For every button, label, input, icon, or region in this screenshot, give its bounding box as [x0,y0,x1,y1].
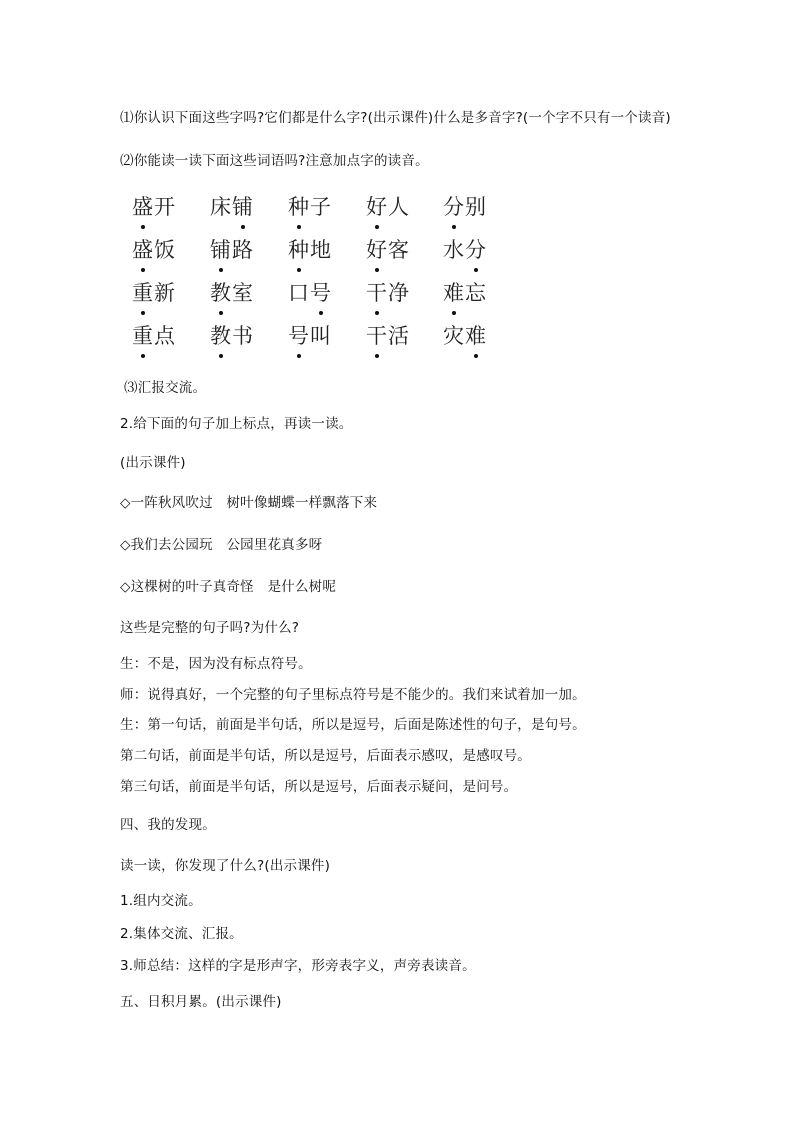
sentence-3: ◇这棵树的叶子真奇怪 是什么树呢 [120,579,337,595]
word-item [288,192,332,222]
word-item [132,192,176,222]
character: 饭 [154,238,176,262]
word-item [288,278,332,308]
teacher-question: 这些是完整的句子吗?为什么? [120,620,300,636]
character: 净 [388,281,410,305]
dotted-character: 重 [132,278,154,308]
step-2: 2.集体交流、汇报。 [120,926,243,942]
word-row [132,192,512,236]
word-item [443,235,487,265]
step-3: 3.师总结：这样的字是形声字，形旁表字义，声旁表读音。 [120,958,476,974]
character: 室 [232,281,254,305]
word-item [443,321,487,351]
character: 人 [388,195,410,219]
sentence-1: ◇一阵秋风吹过 树叶像蝴蝶一样飘落下来 [120,495,378,511]
explanation-3: 第三句话，前面是半句话，所以是逗号，后面表示疑问，是问号。 [120,779,518,795]
dotted-character: 难 [465,321,487,351]
dotted-character: 铺 [232,192,254,222]
teacher-comment: 师：说得真好，一个完整的句子里标点符号是不能少的。我们来试着加一加。 [120,687,586,703]
dotted-character: 盛 [132,235,154,265]
character: 地 [310,238,332,262]
question-3: ⑶汇报交流。 [124,380,207,396]
dotted-character: 分 [465,235,487,265]
dotted-character: 种 [288,192,310,222]
character: 活 [388,324,410,348]
dotted-character: 分 [443,192,465,222]
word-item [210,278,254,308]
word-row [132,235,512,279]
word-item [366,321,410,351]
dotted-character: 教 [210,321,232,351]
dotted-character: 干 [366,278,388,308]
step-1: 1.组内交流。 [120,893,202,909]
dotted-character: 重 [132,321,154,351]
character: 别 [465,195,487,219]
word-item [132,235,176,265]
student-answer-2: 生：第一句话，前面是半句话，所以是逗号，后面是陈述性的句子，是句号。 [120,717,586,733]
character: 口 [288,281,310,305]
character: 开 [154,195,176,219]
word-item [443,192,487,222]
character: 路 [232,238,254,262]
word-item [132,321,176,351]
dotted-character: 铺 [210,235,232,265]
word-row [132,321,512,365]
character: 忘 [465,281,487,305]
word-item [366,235,410,265]
character: 叫 [310,324,332,348]
character: 灾 [443,324,465,348]
word-item [210,192,254,222]
character: 点 [154,324,176,348]
word-item [210,235,254,265]
section-4-heading: 四、我的发现。 [120,817,216,833]
dotted-character: 种 [288,235,310,265]
word-item [366,192,410,222]
courseware-note: (出示课件) [120,455,186,471]
character: 子 [310,195,332,219]
section-5-heading: 五、日积月累。(出示课件) [120,994,282,1010]
dotted-character: 号 [288,321,310,351]
character: 水 [443,238,465,262]
word-item [288,321,332,351]
character: 床 [210,195,232,219]
word-item [210,321,254,351]
word-item [288,235,332,265]
dotted-character: 号 [310,278,332,308]
dotted-character: 干 [366,321,388,351]
word-item [132,278,176,308]
dotted-character: 好 [366,235,388,265]
question-1: ⑴你认识下面这些字吗?它们都是什么字?(出示课件)什么是多音字?(一个字不只有一个读音) [120,110,671,126]
dotted-character: 难 [443,278,465,308]
question-2: ⑵你能读一读下面这些词语吗?注意加点字的读音。 [120,153,429,169]
task-2-heading: 2.给下面的句子加上标点，再读一读。 [120,416,353,432]
dotted-character: 盛 [132,192,154,222]
section-4-prompt: 读一读，你发现了什么?(出示课件) [120,858,331,874]
word-item [366,278,410,308]
character: 客 [388,238,410,262]
student-answer-1: 生：不是，因为没有标点符号。 [120,656,312,672]
word-item [443,278,487,308]
dotted-character: 教 [210,278,232,308]
character: 新 [154,281,176,305]
sentence-2: ◇我们去公园玩 公园里花真多呀 [120,537,323,553]
character: 书 [232,324,254,348]
explanation-2: 第二句话，前面是半句话，所以是逗号，后面表示感叹，是感叹号。 [120,748,531,764]
dotted-character: 好 [366,192,388,222]
word-row [132,278,512,322]
